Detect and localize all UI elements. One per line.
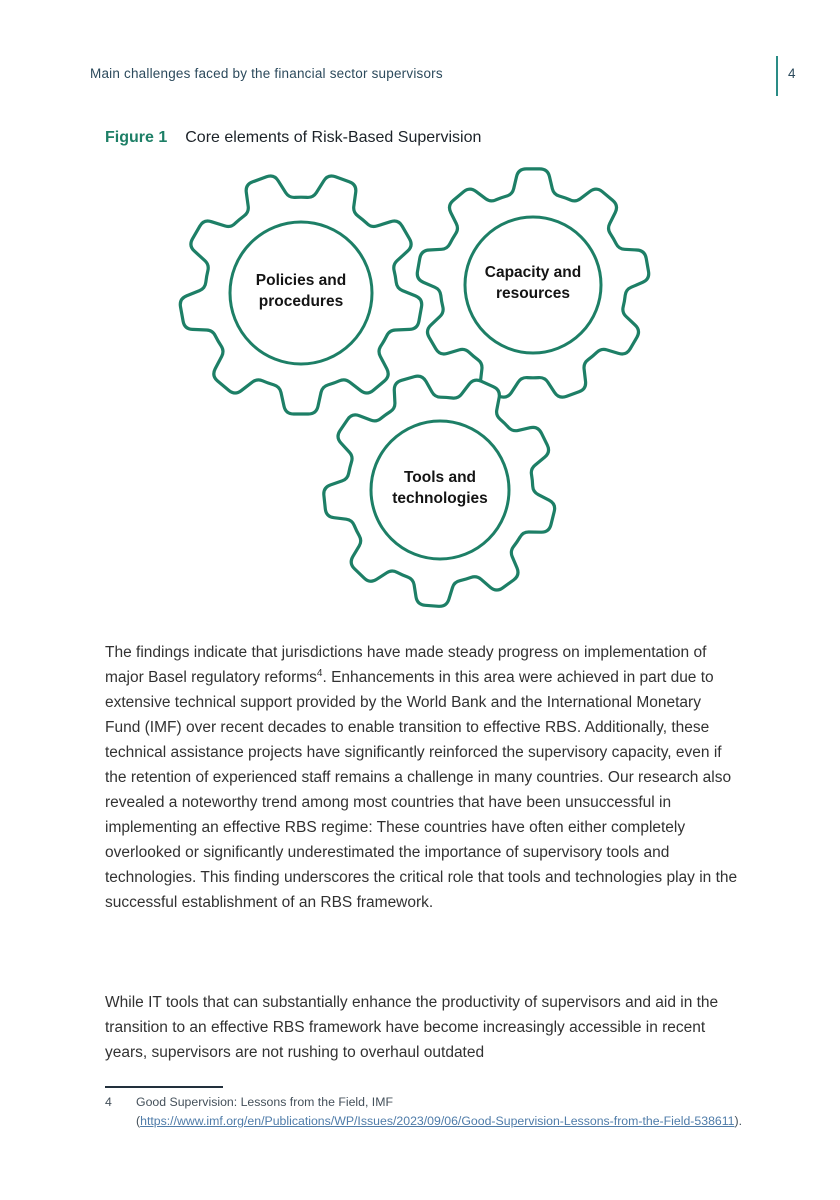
figure-gears-diagram [0, 152, 840, 632]
body-paragraph-1 [105, 640, 739, 915]
footnote-text-after-link: ). [734, 1114, 743, 1128]
figure-heading [105, 129, 481, 147]
header-divider [776, 56, 778, 96]
footnote-text-before-link: Good Supervision: Lessons from the Field, IMF ( [136, 1095, 393, 1128]
figure-title: Core elements of Risk-Based Supervision [185, 129, 482, 146]
footnote-reference: 4 [316, 667, 323, 679]
figure-label: Figure 1 [105, 129, 168, 146]
page-number: 4 [788, 66, 796, 81]
paragraph-1-text-continued: . Enhancements in this area were achieved in part due to extensive technical support provided by the World Bank and the International Monetary Fund (IMF) over recent decades to enable transition to effective RBS. Additionally, these technical assistance projects have significantly reinforced the supervisory capacity, even if the retention of experienced staff remains a challenge in many countries. Our research also revealed a noteworthy trend among most countries that have been unsuccessful in implementing an effective RBS regime: These countries have often either completely overlooked or significantly underestimated the importance of supervisory tools and technologies. This finding underscores the critical role that tools and technologies play in the successful establishment of an RBS framework. [105, 669, 738, 911]
footnote-url-link[interactable]: https://www.imf.org/en/Publications/WP/Issues/2023/09/06/Good-Supervision-Lessons-from-the-Field-538611 [140, 1114, 735, 1128]
footnote-separator [105, 1086, 223, 1088]
paragraph-1-text: The findings indicate that jurisdictions have made steady progress on implementation of major Basel regulatory reforms [105, 644, 707, 686]
running-header-title: Main challenges faced by the financial sector supervisors [90, 66, 443, 81]
footnote-text [105, 1093, 745, 1131]
body-paragraph-2: While IT tools that can substantially enhance the productivity of supervisors and aid in the transition to an effective RBS framework have become increasingly accessible in recent years, supervisors are not rushing to overhaul outdated [105, 994, 719, 1061]
gear-label-policies: Policies and procedures [255, 272, 347, 310]
gear-label-capacity: Capacity and resources [484, 264, 582, 302]
gear-label-tools: Tools and technologies [392, 469, 488, 507]
gears-svg [0, 152, 840, 632]
footnote-number: 4 [105, 1095, 112, 1109]
footnote [105, 1093, 745, 1131]
